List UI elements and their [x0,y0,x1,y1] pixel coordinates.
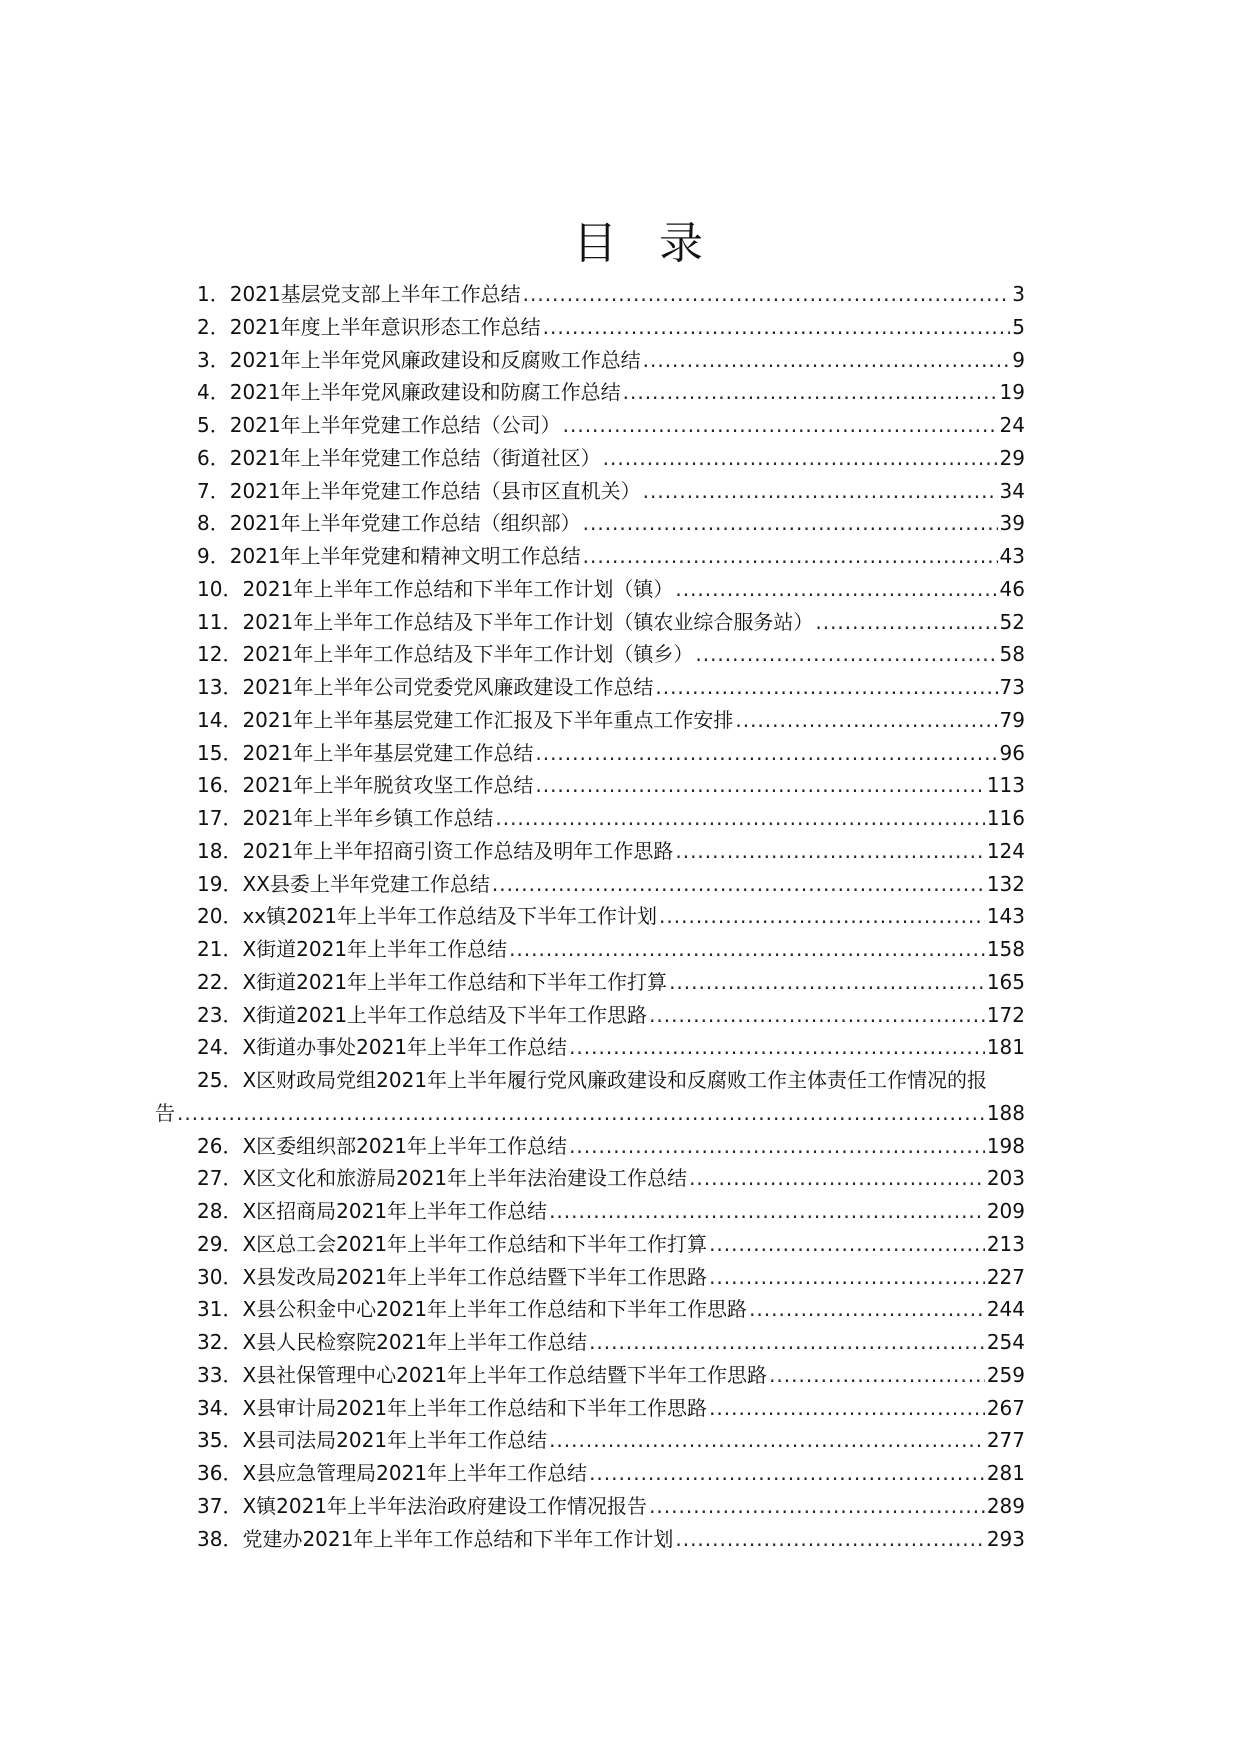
toc-page-number: 244 [986,1297,1025,1322]
toc-entry-title: 2．2021年度上半年意识形态工作总结 [197,314,541,339]
dot-leader [649,999,985,1032]
toc-entry-title: 14．2021年上半年基层党建工作汇报及下半年重点工作安排 [197,707,734,732]
toc-entry-title: 37．X镇2021年上半年法治政府建设工作情况报告 [197,1493,648,1518]
toc-entry[interactable] [155,1130,1025,1163]
toc-entry[interactable] [155,1424,1025,1457]
dot-leader [177,1097,985,1130]
toc-page-number: 209 [986,1199,1025,1223]
dot-leader [749,1293,985,1326]
toc-entry[interactable] [155,409,1025,442]
toc-entry-title: 35．X县司法局2021年上半年工作总结 [197,1428,548,1453]
toc-page-number: 132 [986,871,1025,896]
toc-entry-title: 8．2021年上半年党建工作总结（组织部） [197,511,581,536]
dot-leader [583,540,998,573]
toc-entry-title: 21．X街道2021年上半年工作总结 [197,937,508,961]
toc-page-number: 43 [999,544,1025,568]
dot-leader [535,737,997,770]
toc-page-number: 116 [986,806,1025,830]
toc-entry[interactable] [155,344,1025,377]
toc-page-number: 158 [986,937,1025,961]
toc-entry-title: 16．2021年上半年脱贫攻坚工作总结 [197,773,534,798]
toc-entry[interactable] [155,933,1025,966]
toc-entry-title: 11．2021年上半年工作总结及下半年工作计划（镇农业综合服务站） [197,609,814,634]
dot-leader [675,573,997,606]
toc-page-number: 143 [986,904,1025,929]
dot-leader [709,1228,985,1261]
toc-page-number: 213 [986,1231,1025,1256]
toc-page-number: 34 [999,478,1025,503]
toc-page-number: 198 [986,1133,1025,1158]
toc-page-number: 293 [986,1526,1025,1551]
dot-leader [649,1490,985,1523]
dot-leader [643,344,1011,377]
toc-entry[interactable] [155,868,1025,901]
dot-leader [589,1326,985,1359]
dot-leader [549,1195,985,1228]
toc-page-number: 289 [986,1493,1025,1518]
toc-entry[interactable] [155,1228,1025,1261]
toc-entry[interactable] [155,802,1025,835]
toc-entry-title: 38．党建办2021年上半年工作总结和下半年工作计划 [197,1526,674,1551]
dot-leader [495,802,984,835]
dot-leader [589,1457,985,1490]
toc-page-number: 188 [986,1100,1025,1125]
dot-leader [709,1261,985,1294]
toc-entry[interactable] [155,1490,1025,1523]
toc-entry[interactable] [155,606,1025,639]
toc-entry[interactable] [155,1195,1025,1228]
toc-entry[interactable] [155,999,1025,1032]
dot-leader [815,606,997,639]
toc-page-number: 277 [986,1428,1025,1453]
dot-leader [643,475,998,508]
dot-leader [569,1130,985,1163]
toc-entry-title: 31．X县公积金中心2021年上半年工作总结和下半年工作思路 [197,1297,748,1322]
toc-entry[interactable] [155,475,1025,508]
toc-entry-title: 7．2021年上半年党建工作总结（县市区直机关） [197,478,641,503]
dot-leader [603,442,998,475]
toc-entry-title: 30．X县发改局2021年上半年工作总结暨下半年工作思路 [197,1264,708,1289]
toc-entry-title: 27．X区文化和旅游局2021年上半年法治建设工作总结 [197,1166,688,1191]
toc-entry-title: 36．X县应急管理局2021年上半年工作总结 [197,1461,588,1485]
toc-page-number: 58 [999,642,1025,667]
toc-page-number: 52 [999,609,1025,634]
toc-page-number: 267 [986,1395,1025,1420]
toc-entry-title: 33．X县社保管理中心2021年上半年工作总结暨下半年工作思路 [197,1362,768,1387]
toc-entry[interactable] [155,1031,1025,1064]
dot-leader [695,638,997,671]
toc-entry-title: 17．2021年上半年乡镇工作总结 [197,806,494,830]
table-of-contents [155,278,1025,1555]
toc-entry[interactable] [155,638,1025,671]
toc-entry-title: 24．X街道办事处2021年上半年工作总结 [197,1035,568,1060]
toc-entry-title: 3．2021年上半年党风廉政建设和反腐败工作总结 [197,347,641,372]
toc-entry-title: 23．X街道2021上半年工作总结及下半年工作思路 [197,1002,648,1027]
toc-page-number: 73 [999,675,1025,699]
dot-leader [735,704,997,737]
toc-page-number: 124 [986,838,1025,863]
toc-entry-title-continuation: 告 [155,1100,175,1125]
toc-entry[interactable] [155,540,1025,573]
dot-leader [669,966,985,999]
dot-leader [583,507,998,540]
toc-entry[interactable] [155,1359,1025,1392]
toc-entry[interactable] [155,835,1025,868]
toc-page-number: 113 [986,773,1025,798]
toc-entry-title: 10．2021年上半年工作总结和下半年工作计划（镇） [197,576,674,601]
toc-entry[interactable] [155,1457,1025,1490]
toc-page-number: 281 [986,1461,1025,1485]
toc-page-number: 24 [999,413,1025,437]
toc-entry-title: 18．2021年上半年招商引资工作总结及明年工作思路 [197,838,674,863]
dot-leader [543,311,1011,344]
dot-leader [623,376,998,409]
toc-entry-continuation[interactable] [155,1097,1025,1130]
toc-entry-title: 26．X区委组织部2021年上半年工作总结 [197,1133,568,1158]
dot-leader [549,1424,985,1457]
toc-entry[interactable] [155,1326,1025,1359]
toc-page-number: 181 [986,1035,1025,1060]
toc-entry-title: 22．X街道2021年上半年工作总结和下半年工作打算 [197,969,668,994]
toc-entry[interactable] [155,507,1025,540]
toc-entry-title: 20．xx镇2021年上半年工作总结及下半年工作计划 [197,904,658,929]
toc-page-number: 39 [999,511,1025,536]
toc-page-number: 79 [999,707,1025,732]
toc-entry[interactable] [155,1523,1025,1556]
toc-entry[interactable] [155,376,1025,409]
toc-entry-title: 1．2021基层党支部上半年工作总结 [197,282,521,306]
dot-leader [655,671,997,704]
toc-entry-title: 32．X县人民检察院2021年上半年工作总结 [197,1330,588,1354]
toc-entry[interactable] [155,1261,1025,1294]
toc-entry[interactable] [155,671,1025,704]
dot-leader [659,900,985,933]
toc-entry[interactable] [155,966,1025,999]
toc-entry-title: 12．2021年上半年工作总结及下半年工作计划（镇乡） [197,642,694,667]
dot-leader [709,1392,985,1425]
toc-page-number: 254 [986,1330,1025,1354]
toc-entry[interactable] [155,1293,1025,1326]
toc-entry-title: 13．2021年上半年公司党委党风廉政建设工作总结 [197,675,654,699]
toc-page-number: 46 [999,576,1025,601]
toc-page-number: 172 [986,1002,1025,1027]
toc-entry-title: 15．2021年上半年基层党建工作总结 [197,740,534,765]
toc-entry-title: 9．2021年上半年党建和精神文明工作总结 [197,544,581,568]
toc-entry-title: 5．2021年上半年党建工作总结（公司） [197,413,561,437]
toc-entry[interactable] [155,311,1025,344]
dot-leader [689,1162,985,1195]
toc-entry-title: 6．2021年上半年党建工作总结（街道社区） [197,445,601,470]
toc-page-number: 5 [1012,314,1025,339]
dot-leader [569,1031,985,1064]
toc-page-number: 9 [1012,347,1025,372]
toc-entry-title: 28．X区招商局2021年上半年工作总结 [197,1199,548,1223]
toc-entry[interactable] [155,1392,1025,1425]
toc-entry[interactable] [155,704,1025,737]
toc-entry-title: 4．2021年上半年党风廉政建设和防腐工作总结 [197,380,621,405]
toc-page-number: 96 [999,740,1025,765]
dot-leader [509,933,985,966]
toc-entry-title: 25．X区财政局党组2021年上半年履行党风廉政建设和反腐败工作主体责任工作情况的报 [197,1068,988,1092]
dot-leader [675,1523,984,1556]
toc-page-number: 29 [999,445,1025,470]
toc-page-number: 203 [986,1166,1025,1191]
toc-page-number: 3 [1012,282,1025,306]
dot-leader [492,868,985,901]
dot-leader [523,278,1011,311]
toc-entry[interactable] [155,1064,1025,1097]
dot-leader [535,769,984,802]
toc-entry[interactable] [155,278,1025,311]
page-title: 目 录 [573,218,717,269]
dot-leader [675,835,984,868]
dot-leader [769,1359,985,1392]
dot-leader [563,409,998,442]
toc-entry-title: 19．XX县委上半年党建工作总结 [197,871,490,896]
toc-page-number: 227 [986,1264,1025,1289]
toc-page-number: 19 [999,380,1025,405]
toc-page-number: 165 [986,969,1025,994]
toc-entry-title: 29．X区总工会2021年上半年工作总结和下半年工作打算 [197,1231,708,1256]
toc-page-number: 259 [986,1362,1025,1387]
toc-entry[interactable] [155,769,1025,802]
toc-entry[interactable] [155,900,1025,933]
toc-entry[interactable] [155,737,1025,770]
toc-entry-title: 34．X县审计局2021年上半年工作总结和下半年工作思路 [197,1395,708,1420]
toc-entry[interactable] [155,442,1025,475]
toc-entry[interactable] [155,573,1025,606]
toc-entry[interactable] [155,1162,1025,1195]
